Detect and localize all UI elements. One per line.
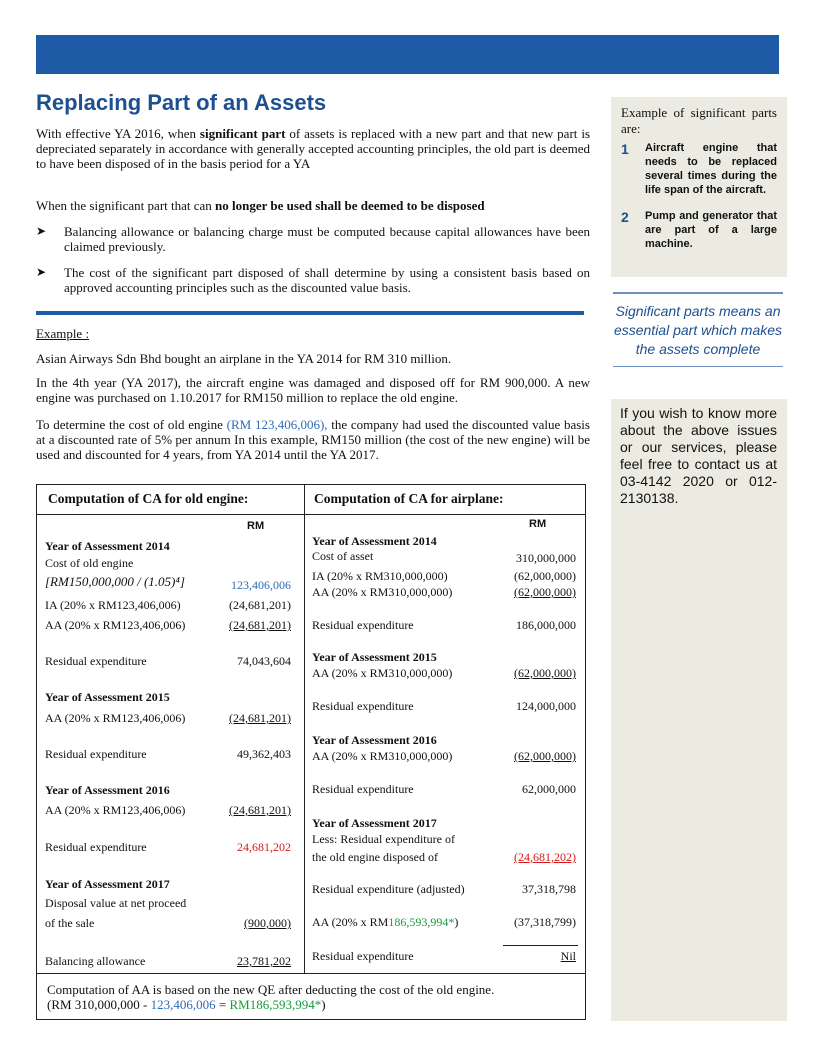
right-table-header: Computation of CA for airplane: [314, 491, 504, 506]
balancing-allowance-label: Balancing allowance [45, 954, 146, 968]
left-re-label: Residual expenditure [45, 840, 147, 854]
discount-formula: [RM150,000,000 / (1.05)⁴] [45, 574, 185, 589]
right-aa2015-value: (62,000,000) [514, 666, 576, 680]
right-re-2014: 186,000,000 [516, 618, 576, 632]
right-aa2016-value: (62,000,000) [514, 749, 576, 763]
sidebar-intro: Example of significant parts are: [621, 105, 777, 136]
example-line-3: To determine the cost of old engine (RM 123,406,006), the company had used the discounted value basis at a discounted rate of 5% per annum In this example, RM150 million (the cost of the new engine) will be used and discounted for 4 years, from YA 2014 until the YA 2017. [36, 417, 590, 462]
arrow-bullet-icon: ➤ [36, 265, 47, 279]
left-table-header: Computation of CA for old engine: [48, 491, 249, 506]
arrow-bullet-icon: ➤ [36, 224, 47, 238]
right-cost-value: 310,000,000 [516, 551, 576, 565]
list-item: 1 Aircraft engine that needs to be replaced several times during the life span of the aircraft. [621, 141, 777, 196]
header-banner [36, 35, 779, 74]
left-aa2015-label: AA (20% x RM123,406,006) [45, 711, 186, 725]
right-aa-label: AA (20% x RM310,000,000) [312, 585, 453, 599]
sum-rule [503, 945, 578, 946]
right-aa2016-label: AA (20% x RM310,000,000) [312, 749, 453, 763]
left-ya2014: Year of Assessment 2014 [45, 539, 170, 553]
aa2017-value: (37,318,799) [514, 915, 576, 929]
rm-label: RM [247, 520, 265, 532]
re-adjusted-label: Residual expenditure (adjusted) [312, 882, 465, 896]
right-ya2016: Year of Assessment 2016 [312, 733, 437, 747]
right-re-final-value: Nil [560, 949, 576, 963]
less-label-cont: the old engine disposed of [312, 850, 438, 864]
table-header-divider [37, 514, 585, 515]
left-ia-label: IA (20% x RM123,406,006) [45, 598, 181, 612]
right-re-final-label: Residual expenditure [312, 949, 414, 963]
left-ya2017: Year of Assessment 2017 [45, 877, 170, 891]
bullet-item: ➤ Balancing allowance or balancing charge must be computed because capital allowances have been claimed previously. [36, 224, 590, 254]
disposal-label-cont: of the sale [45, 916, 95, 930]
disposal-label: Disposal value at net proceed [45, 896, 187, 910]
right-aa2015-label: AA (20% x RM310,000,000) [312, 666, 453, 680]
left-re-label: Residual expenditure [45, 654, 147, 668]
right-re-label: Residual expenditure [312, 782, 414, 796]
left-aa-label: AA (20% x RM123,406,006) [45, 618, 186, 632]
right-re-2015: 124,000,000 [516, 699, 576, 713]
less-label: Less: Residual expenditure of [312, 832, 455, 846]
right-ya2014: Year of Assessment 2014 [312, 534, 437, 548]
rm-label: RM [529, 518, 547, 530]
right-aa-value: (62,000,000) [514, 585, 576, 599]
left-re-2014: 74,043,604 [237, 654, 291, 668]
aa2017-label: AA (20% x RM186,593,994*) [312, 915, 459, 929]
contact-box: If you wish to know more about the above issues or our services, please feel free to contact us at 03-4142 2020 or 012-2130138. [611, 399, 787, 1021]
computation-note: Computation of AA is based on the new QE after deducting the cost of the old engine. (RM 310,000,000 - 123,406,006 = RM186,593,994*) [36, 974, 586, 1020]
example-line-2: In the 4th year (YA 2017), the aircraft engine was damaged and disposed off for RM 900,000. A new engine was purchased on 1.10.2017 for RM150 million to replace the old engine. [36, 375, 590, 405]
pull-quote: Significant parts means an essential part which makes the assets complete [613, 292, 783, 367]
left-ya2015: Year of Assessment 2015 [45, 690, 170, 704]
disposal-rule: When the significant part that can no longer be used shall be deemed to be disposed [36, 198, 485, 213]
right-ia-value: (62,000,000) [514, 569, 576, 583]
left-cost-label: Cost of old engine [45, 556, 134, 570]
left-ia-value: (24,681,201) [229, 598, 291, 612]
right-re-label: Residual expenditure [312, 618, 414, 632]
left-aa2016-value: (24,681,201) [229, 803, 291, 817]
left-re-label: Residual expenditure [45, 747, 147, 761]
right-ya2017: Year of Assessment 2017 [312, 816, 437, 830]
left-aa-value: (24,681,201) [229, 618, 291, 632]
left-cost-value: 123,406,006 [231, 578, 291, 592]
left-aa2015-value: (24,681,201) [229, 711, 291, 725]
list-item: 2 Pump and generator that are part of a large machine. [621, 209, 777, 250]
example-line-1: Asian Airways Sdn Bhd bought an airplane in the YA 2014 for RM 310 million. [36, 351, 452, 366]
page-title: Replacing Part of an Assets [36, 90, 327, 115]
example-label: Example : [36, 326, 90, 341]
re-adjusted-value: 37,318,798 [522, 882, 576, 896]
left-ya2016: Year of Assessment 2016 [45, 783, 170, 797]
bullet-item: ➤ The cost of the significant part disposed of shall determine by using a consistent basis based on approved accounting principles such as the discounted value basis. [36, 265, 590, 295]
left-re-2015: 49,362,403 [237, 747, 291, 761]
intro-paragraph: With effective YA 2016, when significant part of assets is replaced with a new part and that new part is depreciated separately in accordance with generally accepted accounting principles, the old part is deemed to have been disposed of in the basis period for a YA [36, 126, 590, 171]
right-ia-label: IA (20% x RM310,000,000) [312, 569, 448, 583]
table-column-divider [304, 485, 305, 973]
right-cost-label: Cost of asset [312, 549, 374, 563]
right-re-2016: 62,000,000 [522, 782, 576, 796]
disposal-value: (900,000) [244, 916, 291, 930]
computation-table [36, 484, 586, 974]
left-aa2016-label: AA (20% x RM123,406,006) [45, 803, 186, 817]
section-divider [36, 311, 584, 315]
right-re-label: Residual expenditure [312, 699, 414, 713]
significant-parts-box [611, 97, 787, 277]
balancing-allowance-value: 23,781,202 [237, 954, 291, 968]
right-ya2015: Year of Assessment 2015 [312, 650, 437, 664]
left-re-2016: 24,681,202 [237, 840, 291, 854]
less-value: (24,681,202) [514, 850, 576, 864]
